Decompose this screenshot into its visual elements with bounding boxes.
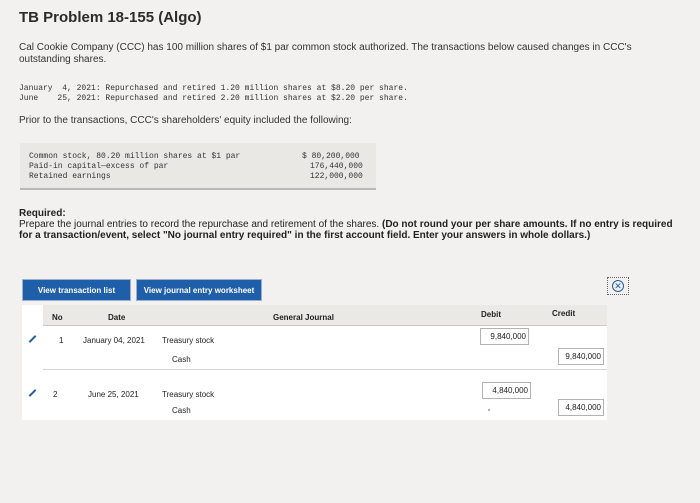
equity-value: 176,440,000 [310,162,363,171]
equity-label: Paid-in capital—excess of par [29,162,169,171]
entry-date: January 04, 2021 [83,336,145,345]
marker-dot [488,409,490,411]
edit-entry-1-button[interactable] [26,333,38,345]
equity-value: 122,000,000 [310,172,363,181]
entry-number: 2 [53,390,58,399]
edit-entry-2-button[interactable] [26,387,38,399]
problem-intro: Cal Cookie Company (CCC) has 100 million shares of $1 par common stock authorized. The transactions below caused changes in CCC's outstanding shares. [19,42,632,65]
pencil-icon [28,335,36,343]
required-text-plain: Prepare the journal entries to record the repurchase and retirement of the shares. [19,219,382,230]
prior-text: Prior to the transactions, CCC's shareholders' equity included the following: [19,115,352,126]
close-button[interactable] [607,277,629,295]
pencil-icon [28,389,36,397]
equity-label: Retained earnings [29,172,111,181]
equity-value: $ 80,200,000 [302,152,360,161]
transaction-line: January 4, 2021: Repurchased and retired 1.20 million shares at $8.20 per share. [19,84,408,93]
debit-field[interactable]: 9,840,000 [480,328,529,345]
view-transaction-list-button[interactable]: View transaction list [22,279,131,301]
entry-account[interactable]: Treasury stock [162,390,215,399]
required-label: Required: [19,208,66,219]
entry-account[interactable]: Cash [172,406,191,415]
required-text-bold: (Do not round your per share amounts. If no entry is required for a transaction/event, select "No journal entry required" in the first account field. Enter your answers in whole dollars.) [19,219,673,241]
journal-table [22,305,607,420]
equity-label: Common stock, 80.20 million shares at $1 par [29,152,241,161]
transaction-line: June 25, 2021: Repurchased and retired 2.20 million shares at $2.20 per share. [19,94,408,103]
entry-number: 1 [59,336,64,345]
entry-account[interactable]: Cash [172,355,191,364]
required-instructions [19,219,684,241]
header-debit: Debit [481,310,501,319]
debit-field[interactable]: 4,840,000 [482,382,531,399]
credit-field[interactable]: 4,840,000 [558,399,604,416]
transactions-list [19,84,408,104]
header-general-journal: General Journal [273,313,334,322]
view-journal-worksheet-button[interactable]: View journal entry worksheet [136,279,262,301]
credit-field[interactable]: 9,840,000 [558,348,604,365]
page-title: TB Problem 18-155 (Algo) [19,9,202,26]
header-no: No [52,313,63,322]
header-credit: Credit [552,309,576,318]
close-icon: ✕ [612,280,624,292]
equity-table [20,143,376,190]
entry-date: June 25, 2021 [88,390,139,399]
header-date: Date [108,313,126,322]
row-divider [43,369,607,370]
entry-account[interactable]: Treasury stock [162,336,215,345]
